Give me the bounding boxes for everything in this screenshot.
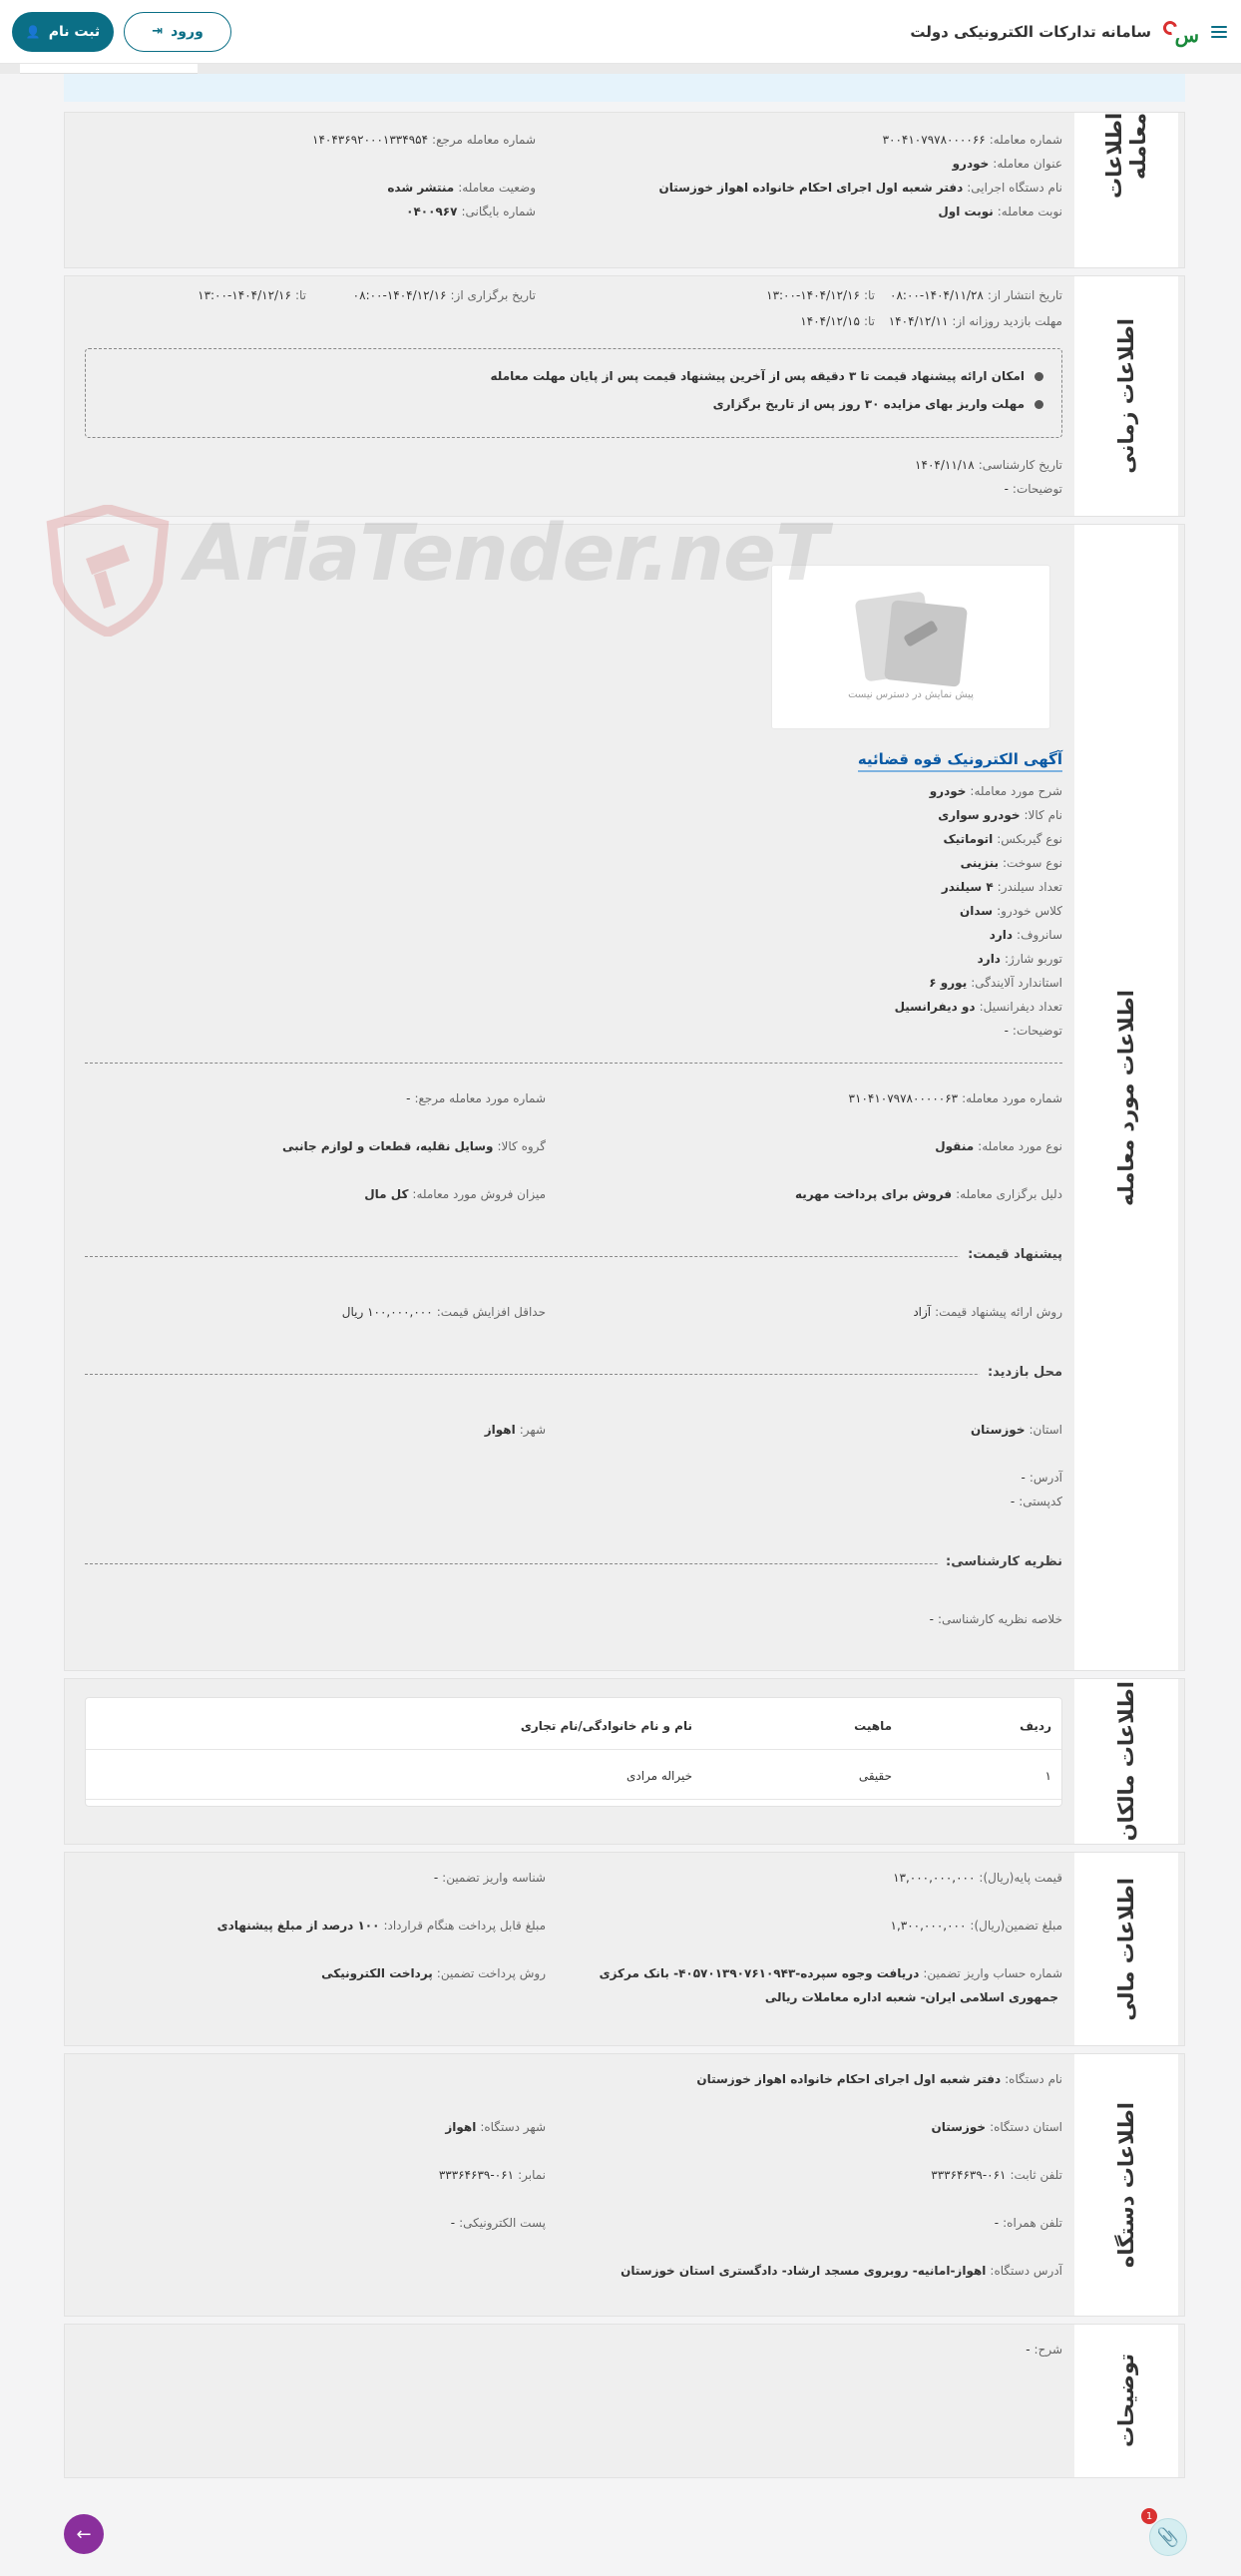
paperclip-icon: 📎 bbox=[1156, 2526, 1180, 2548]
watermark-text: AriaTender.neT bbox=[186, 509, 828, 599]
item-detail-row: سانروف:دارد bbox=[989, 928, 1062, 942]
agency-email: پست الکترونیکی:- bbox=[450, 2216, 546, 2230]
agency-address: آدرس دستگاه:اهواز-امانیه- روبروی مسجد ارشاد- دادگستری استان خوزستان bbox=[620, 2264, 1062, 2278]
item-detail-row: نوع سوخت:بنزینی bbox=[960, 856, 1062, 870]
table-row bbox=[86, 1752, 1061, 1800]
gavel-placeholder-icon bbox=[852, 586, 972, 685]
back-arrow-button[interactable] bbox=[64, 2514, 104, 2554]
column-header: ماهیت bbox=[854, 1718, 892, 1733]
hold-reason: دلیل برگزاری معامله:فروش برای پرداخت مهریه bbox=[794, 1187, 1062, 1201]
notice-item: مهلت واریز بهای مزایده ۳۰ روز پس از تاریخ برگزاری bbox=[713, 397, 1043, 411]
add-user-icon: 👤 bbox=[25, 24, 41, 39]
section-item-info bbox=[64, 524, 1185, 1671]
collapsed-tab[interactable] bbox=[20, 64, 198, 74]
sale-amount: میزان فروش مورد معامله:کل مال bbox=[364, 1187, 546, 1201]
signup-label: ثبت نام bbox=[48, 23, 101, 40]
payable-amount: مبلغ قابل پرداخت هنگام قرارداد:۱۰۰ درصد از مبلغ پیشنهادی bbox=[216, 1919, 546, 1932]
expert-summary: خلاصه نظریه کارشناسی:- bbox=[929, 1612, 1062, 1626]
agency-mobile: تلفن همراه:- bbox=[994, 2216, 1062, 2230]
item-detail-row: نوع گیربکس:اتوماتیک bbox=[943, 832, 1062, 846]
section-timing-info bbox=[64, 275, 1185, 517]
item-detail-row: تعداد دیفرانسیل:دو دیفرانسیل bbox=[894, 1000, 1062, 1014]
divider bbox=[85, 1256, 1062, 1257]
transaction-title: عنوان معامله:خودرو bbox=[952, 157, 1062, 171]
login-label: ورود bbox=[171, 23, 204, 40]
price-offer-heading: پیشنهاد قیمت: bbox=[960, 1247, 1062, 1262]
table-cell: خیراله مرادی bbox=[625, 1768, 692, 1783]
section-content bbox=[65, 525, 1074, 1670]
executing-agency: نام دستگاه اجرایی:دفتر شعبه اول اجرای احکام خانواده اهواز خوزستان bbox=[658, 181, 1062, 195]
visit-address: آدرس:- bbox=[1021, 1471, 1062, 1485]
column-header: ردیف bbox=[1020, 1718, 1051, 1733]
section-content bbox=[65, 2325, 1074, 2477]
column-header: نام و نام خانوادگی/نام تجاری bbox=[520, 1718, 692, 1733]
visit-city: شهر:اهواز bbox=[484, 1423, 546, 1437]
item-type: نوع مورد معامله:منقول bbox=[935, 1139, 1062, 1153]
item-detail-row: کلاس خودرو:سدان bbox=[959, 904, 1062, 918]
info-strip bbox=[64, 74, 1185, 102]
section-content bbox=[65, 2054, 1074, 2316]
section-label: اطلاعات مالکان bbox=[1074, 1679, 1184, 1844]
section-agency-info bbox=[64, 2053, 1185, 2317]
transaction-turn: نوبت معامله:نوبت اول bbox=[938, 205, 1062, 218]
table-cell: ۱ bbox=[1044, 1768, 1051, 1783]
visit-postal-code: کدپستی:- bbox=[1010, 1495, 1062, 1508]
section-label: اطلاعات معامله bbox=[1074, 113, 1184, 267]
bullet-icon bbox=[1034, 372, 1043, 381]
auth-buttons bbox=[12, 12, 231, 52]
section-financial-info bbox=[64, 1852, 1185, 2046]
offer-method: روش ارائه پیشنهاد قیمت:آزاد bbox=[913, 1305, 1062, 1319]
section-label: اطلاعات زمانی bbox=[1074, 276, 1184, 516]
base-price: قیمت پایه(ریال):۱۳,۰۰۰,۰۰۰,۰۰۰ bbox=[893, 1871, 1062, 1885]
item-detail-row: تعداد سیلندر:۴ سیلندر bbox=[941, 880, 1062, 894]
table-header-row bbox=[86, 1702, 1061, 1750]
agency-fax: نمابر:۰۶۱-۳۳۳۶۴۶۳۹ bbox=[438, 2168, 546, 2182]
image-preview[interactable] bbox=[771, 565, 1050, 729]
table-cell: حقیقی bbox=[858, 1768, 892, 1783]
expert-opinion-heading: نظریه کارشناسی: bbox=[938, 1554, 1062, 1569]
section-content bbox=[65, 113, 1074, 267]
hold-date-from: تاریخ برگزاری از:۱۴۰۴/۱۲/۱۶-۰۸:۰۰ bbox=[352, 288, 536, 302]
image-caption: پیش نمایش در دسترس نیست bbox=[848, 689, 974, 700]
section-content bbox=[65, 1679, 1074, 1844]
arrow-left-icon: ← bbox=[76, 2523, 92, 2545]
agency-city: شهر دستگاه:اهواز bbox=[445, 2120, 546, 2134]
guarantee-account: شماره حساب واریز تضمین:دریافت وجوه سپرده-۴۰۵۷۰۱۳۹۰۷۶۱۰۹۴۳- بانک مرکزی bbox=[599, 1966, 1062, 1980]
menu-icon[interactable] bbox=[1211, 26, 1227, 38]
top-header bbox=[0, 0, 1241, 64]
login-button[interactable] bbox=[124, 12, 231, 52]
login-icon: ⇥ bbox=[152, 24, 164, 39]
guarantee-pay-method: روش پرداخت تضمین:پرداخت الکترونیکی bbox=[321, 1966, 546, 1980]
deposit-id: شناسه واریز تضمین:- bbox=[433, 1871, 546, 1885]
guarantee-amount: مبلغ تضمین(ریال):۱,۳۰۰,۰۰۰,۰۰۰ bbox=[890, 1919, 1062, 1932]
notice-box bbox=[85, 348, 1062, 438]
item-detail-row: نام کالا:خودرو سواری bbox=[938, 808, 1062, 822]
min-price-increase: حداقل افزایش قیمت:۱۰۰,۰۰۰,۰۰۰ ریال bbox=[341, 1305, 546, 1319]
attachments-button[interactable] bbox=[1149, 2518, 1187, 2556]
agency-name: نام دستگاه:دفتر شعبه اول اجرای احکام خانواده اهواز خوزستان bbox=[696, 2072, 1062, 2086]
hold-date-to: تا:۱۴۰۴/۱۲/۱۶-۱۳:۰۰ bbox=[198, 288, 306, 302]
section-content bbox=[65, 1853, 1074, 2045]
item-detail-row: توربو شارژ:دارد bbox=[977, 952, 1062, 966]
visit-date-to: تا:۱۴۰۴/۱۲/۱۵ bbox=[800, 314, 875, 328]
section-owners-info bbox=[64, 1678, 1185, 1845]
item-ref-number: شماره مورد معامله مرجع:- bbox=[406, 1091, 546, 1105]
setad-logo[interactable]: س bbox=[1161, 17, 1201, 47]
archive-number: شماره بایگانی:۰۴۰۰۹۶۷ bbox=[406, 205, 536, 218]
publish-date-from: تاریخ انتشار از:۱۴۰۴/۱۱/۲۸-۰۸:۰۰ bbox=[890, 288, 1062, 302]
item-group: گروه کالا:وسایل نقلیه، قطعات و لوازم جانبی bbox=[281, 1139, 546, 1153]
section-label: توضیحات bbox=[1074, 2325, 1184, 2477]
site-title: سامانه تدارکات الکترونیکی دولت bbox=[910, 22, 1151, 41]
section-label: اطلاعات مورد معامله bbox=[1074, 525, 1184, 1670]
visit-date-from: مهلت بازدید روزانه از:۱۴۰۴/۱۲/۱۱ bbox=[888, 314, 1062, 328]
owners-table bbox=[85, 1697, 1062, 1807]
item-detail-row: استاندارد آلایندگی:یورو ۶ bbox=[929, 976, 1062, 990]
timing-description: توضیحات:- bbox=[1004, 482, 1062, 496]
attachment-count-badge: 1 bbox=[1141, 2508, 1157, 2524]
guarantee-account-line2: جمهوری اسلامی ایران- شعبه اداره معاملات ریالی bbox=[764, 1990, 1058, 2004]
agency-province: استان دستگاه:خوزستان bbox=[931, 2120, 1062, 2134]
section-transaction-info bbox=[64, 112, 1185, 268]
transaction-ref-number: شماره معامله مرجع:۱۴۰۴۳۶۹۲۰۰۰۱۳۳۴۹۵۴ bbox=[312, 133, 536, 147]
visit-province: استان:خوزستان bbox=[970, 1423, 1062, 1437]
section-label: اطلاعات دستگاه bbox=[1074, 2054, 1184, 2316]
signup-button[interactable] bbox=[12, 12, 114, 52]
agency-phone: تلفن ثابت:۰۶۱-۳۳۳۶۴۶۳۹ bbox=[931, 2168, 1062, 2182]
notice-item: امکان ارائه پیشنهاد قیمت تا ۳ دقیقه پس از آخرین پیشنهاد قیمت پس از پایان مهلت معامله bbox=[491, 369, 1043, 383]
visit-place-heading: محل بازدید: bbox=[980, 1365, 1062, 1380]
section-label: اطلاعات مالی bbox=[1074, 1853, 1184, 2045]
section-descriptions bbox=[64, 2324, 1185, 2478]
transaction-number: شماره معامله:۳۰۰۴۱۰۷۹۷۸۰۰۰۰۶۶ bbox=[882, 133, 1062, 147]
ad-title-link[interactable]: آگهی الکترونیک قوه قضائیه bbox=[858, 750, 1062, 772]
transaction-status: وضعیت معامله:منتشر شده bbox=[387, 181, 536, 195]
divider bbox=[85, 1563, 1062, 1564]
divider bbox=[85, 1063, 1062, 1064]
item-number: شماره مورد معامله:۳۱۰۴۱۰۷۹۷۸۰۰۰۰۰۶۳ bbox=[848, 1091, 1062, 1105]
bullet-icon bbox=[1034, 400, 1043, 409]
expert-date: تاریخ کارشناسی:۱۴۰۴/۱۱/۱۸ bbox=[915, 458, 1062, 472]
brand bbox=[910, 17, 1227, 47]
item-detail-row: توضیحات:- bbox=[1004, 1024, 1062, 1038]
item-detail-row: شرح مورد معامله:خودرو bbox=[929, 784, 1062, 798]
section-content bbox=[65, 276, 1074, 516]
description-text: شرح:- bbox=[1026, 2343, 1062, 2357]
divider bbox=[85, 1374, 1062, 1375]
publish-date-to: تا:۱۴۰۴/۱۲/۱۶-۱۳:۰۰ bbox=[766, 288, 875, 302]
